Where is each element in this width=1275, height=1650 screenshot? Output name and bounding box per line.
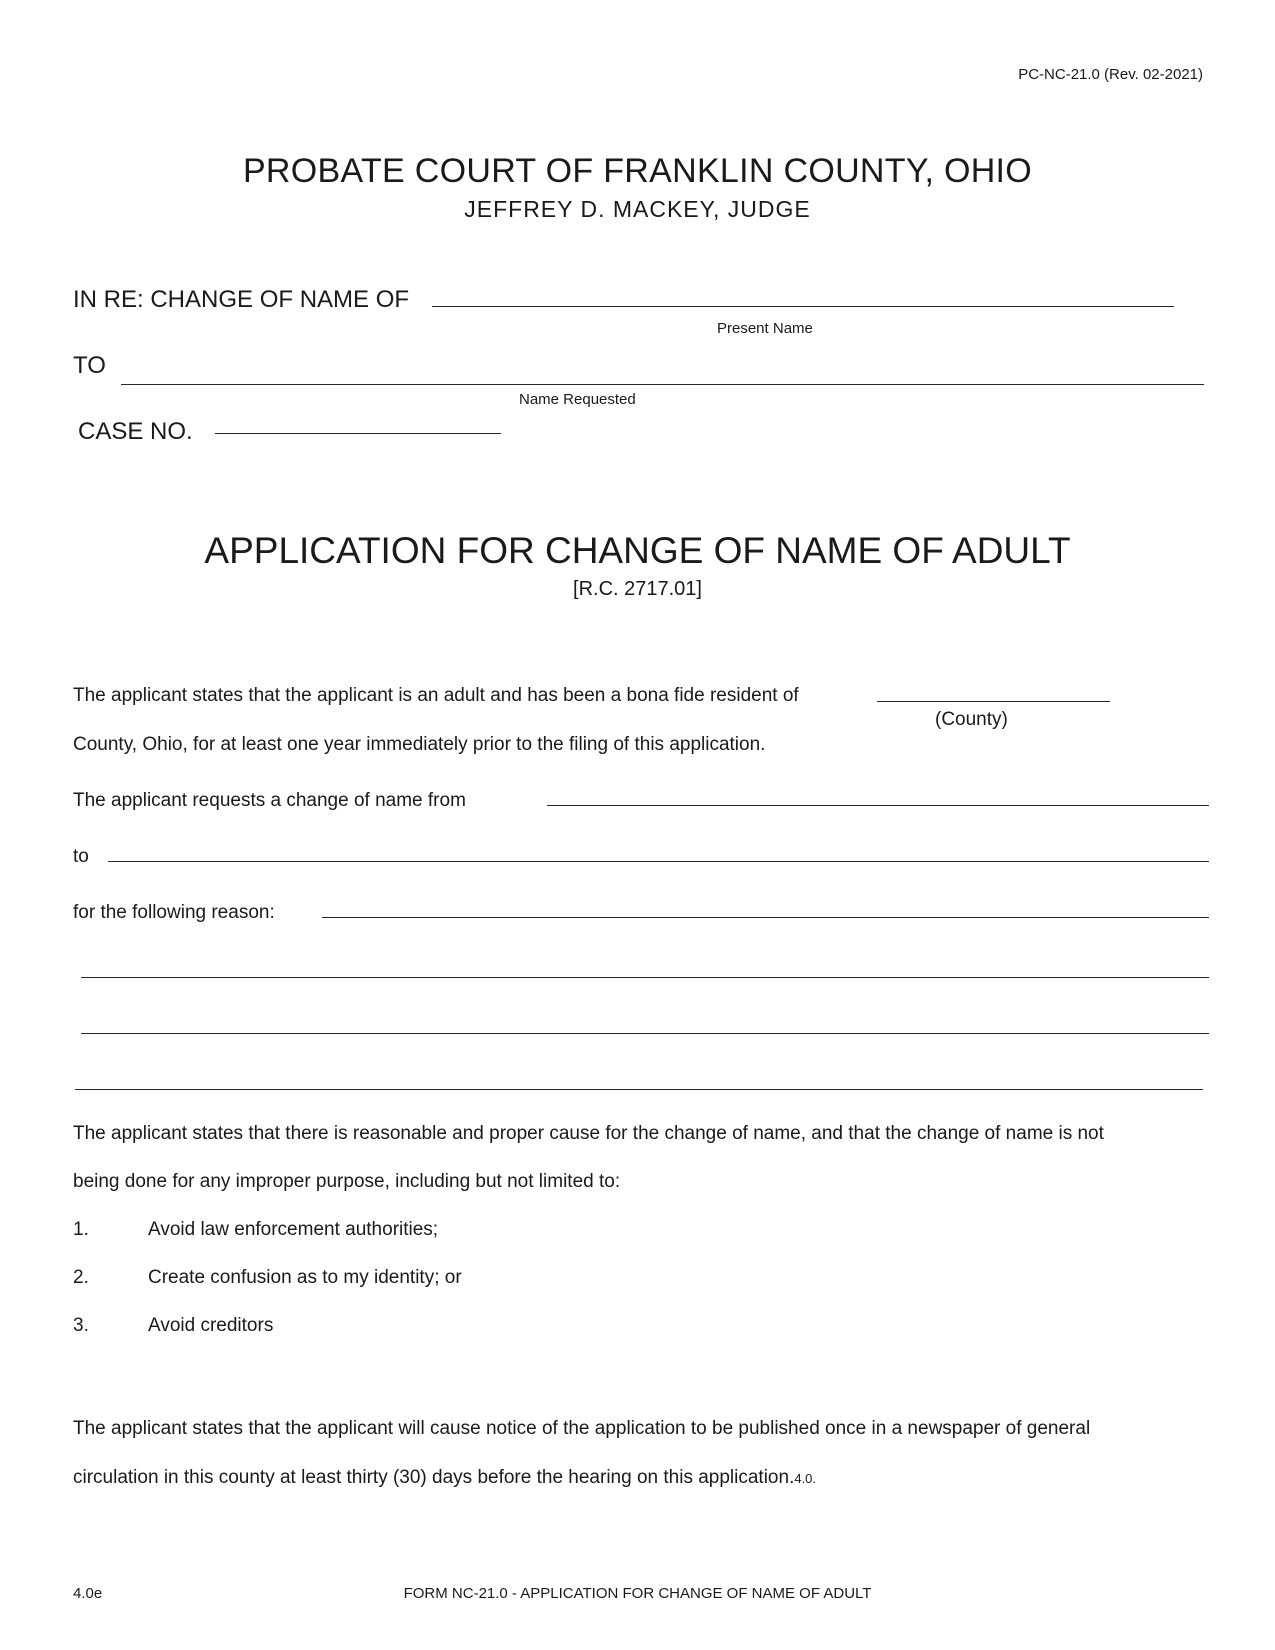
purpose-number-2: 2. xyxy=(73,1267,89,1288)
present-name-field[interactable] xyxy=(432,306,1174,307)
court-name: PROBATE COURT OF FRANKLIN COUNTY, OHIO xyxy=(242,152,1033,190)
purpose-number-1: 1. xyxy=(73,1219,89,1240)
residency-statement-line1: The applicant states that the applicant is an adult and has been a bona fide resident of xyxy=(73,685,799,706)
case-no-label: CASE NO. xyxy=(78,418,193,445)
notice-statement-line2 xyxy=(73,1467,816,1489)
statute-reference: [R.C. 2717.01] xyxy=(573,578,702,600)
form-id: PC-NC-21.0 (Rev. 02-2021) xyxy=(1018,66,1203,83)
change-to-label: to xyxy=(73,846,89,867)
to-label: TO xyxy=(73,352,106,379)
purpose-text-3: Avoid creditors xyxy=(148,1315,274,1336)
purpose-text-1: Avoid law enforcement authorities; xyxy=(148,1219,439,1240)
name-requested-hint: Name Requested xyxy=(519,391,636,408)
footer-form-name: FORM NC-21.0 - APPLICATION FOR CHANGE OF NAME OF ADULT xyxy=(403,1585,872,1602)
cause-statement-line2: being done for any improper purpose, including but not limited to: xyxy=(73,1171,621,1192)
case-no-field[interactable] xyxy=(215,433,501,434)
notice-statement-text: circulation in this county at least thirty (30) days before the hearing on this application. xyxy=(73,1467,795,1488)
in-re-label: IN RE: CHANGE OF NAME OF xyxy=(73,286,410,313)
purpose-number-3: 3. xyxy=(73,1315,89,1336)
form-title: APPLICATION FOR CHANGE OF NAME OF ADULT xyxy=(204,530,1071,571)
residency-statement-line2: County, Ohio, for at least one year immediately prior to the filing of this application. xyxy=(73,734,766,755)
name-requested-field[interactable] xyxy=(121,384,1204,385)
reason-field-line3[interactable] xyxy=(81,1033,1209,1034)
footer-version: 4.0e xyxy=(73,1585,103,1602)
cause-statement-line1: The applicant states that there is reasonable and proper cause for the change of name, and that the change of name is not xyxy=(73,1123,1104,1144)
purpose-text-2: Create confusion as to my identity; or xyxy=(148,1267,462,1288)
present-name-hint: Present Name xyxy=(717,320,813,337)
notice-version: 4.0. xyxy=(794,1471,817,1486)
county-field[interactable] xyxy=(877,701,1110,702)
reason-field-line2[interactable] xyxy=(81,977,1209,978)
judge-name: JEFFREY D. MACKEY, JUDGE xyxy=(464,196,811,222)
notice-statement-line1: The applicant states that the applicant will cause notice of the application to be published once in a newspaper of general xyxy=(73,1418,1091,1439)
change-from-label: The applicant requests a change of name from xyxy=(73,790,466,811)
change-from-field[interactable] xyxy=(547,805,1209,806)
reason-field-line4[interactable] xyxy=(75,1089,1203,1090)
county-hint: (County) xyxy=(935,709,1008,730)
reason-field-line1[interactable] xyxy=(322,917,1209,918)
reason-label: for the following reason: xyxy=(73,902,275,923)
change-to-field[interactable] xyxy=(108,861,1209,862)
